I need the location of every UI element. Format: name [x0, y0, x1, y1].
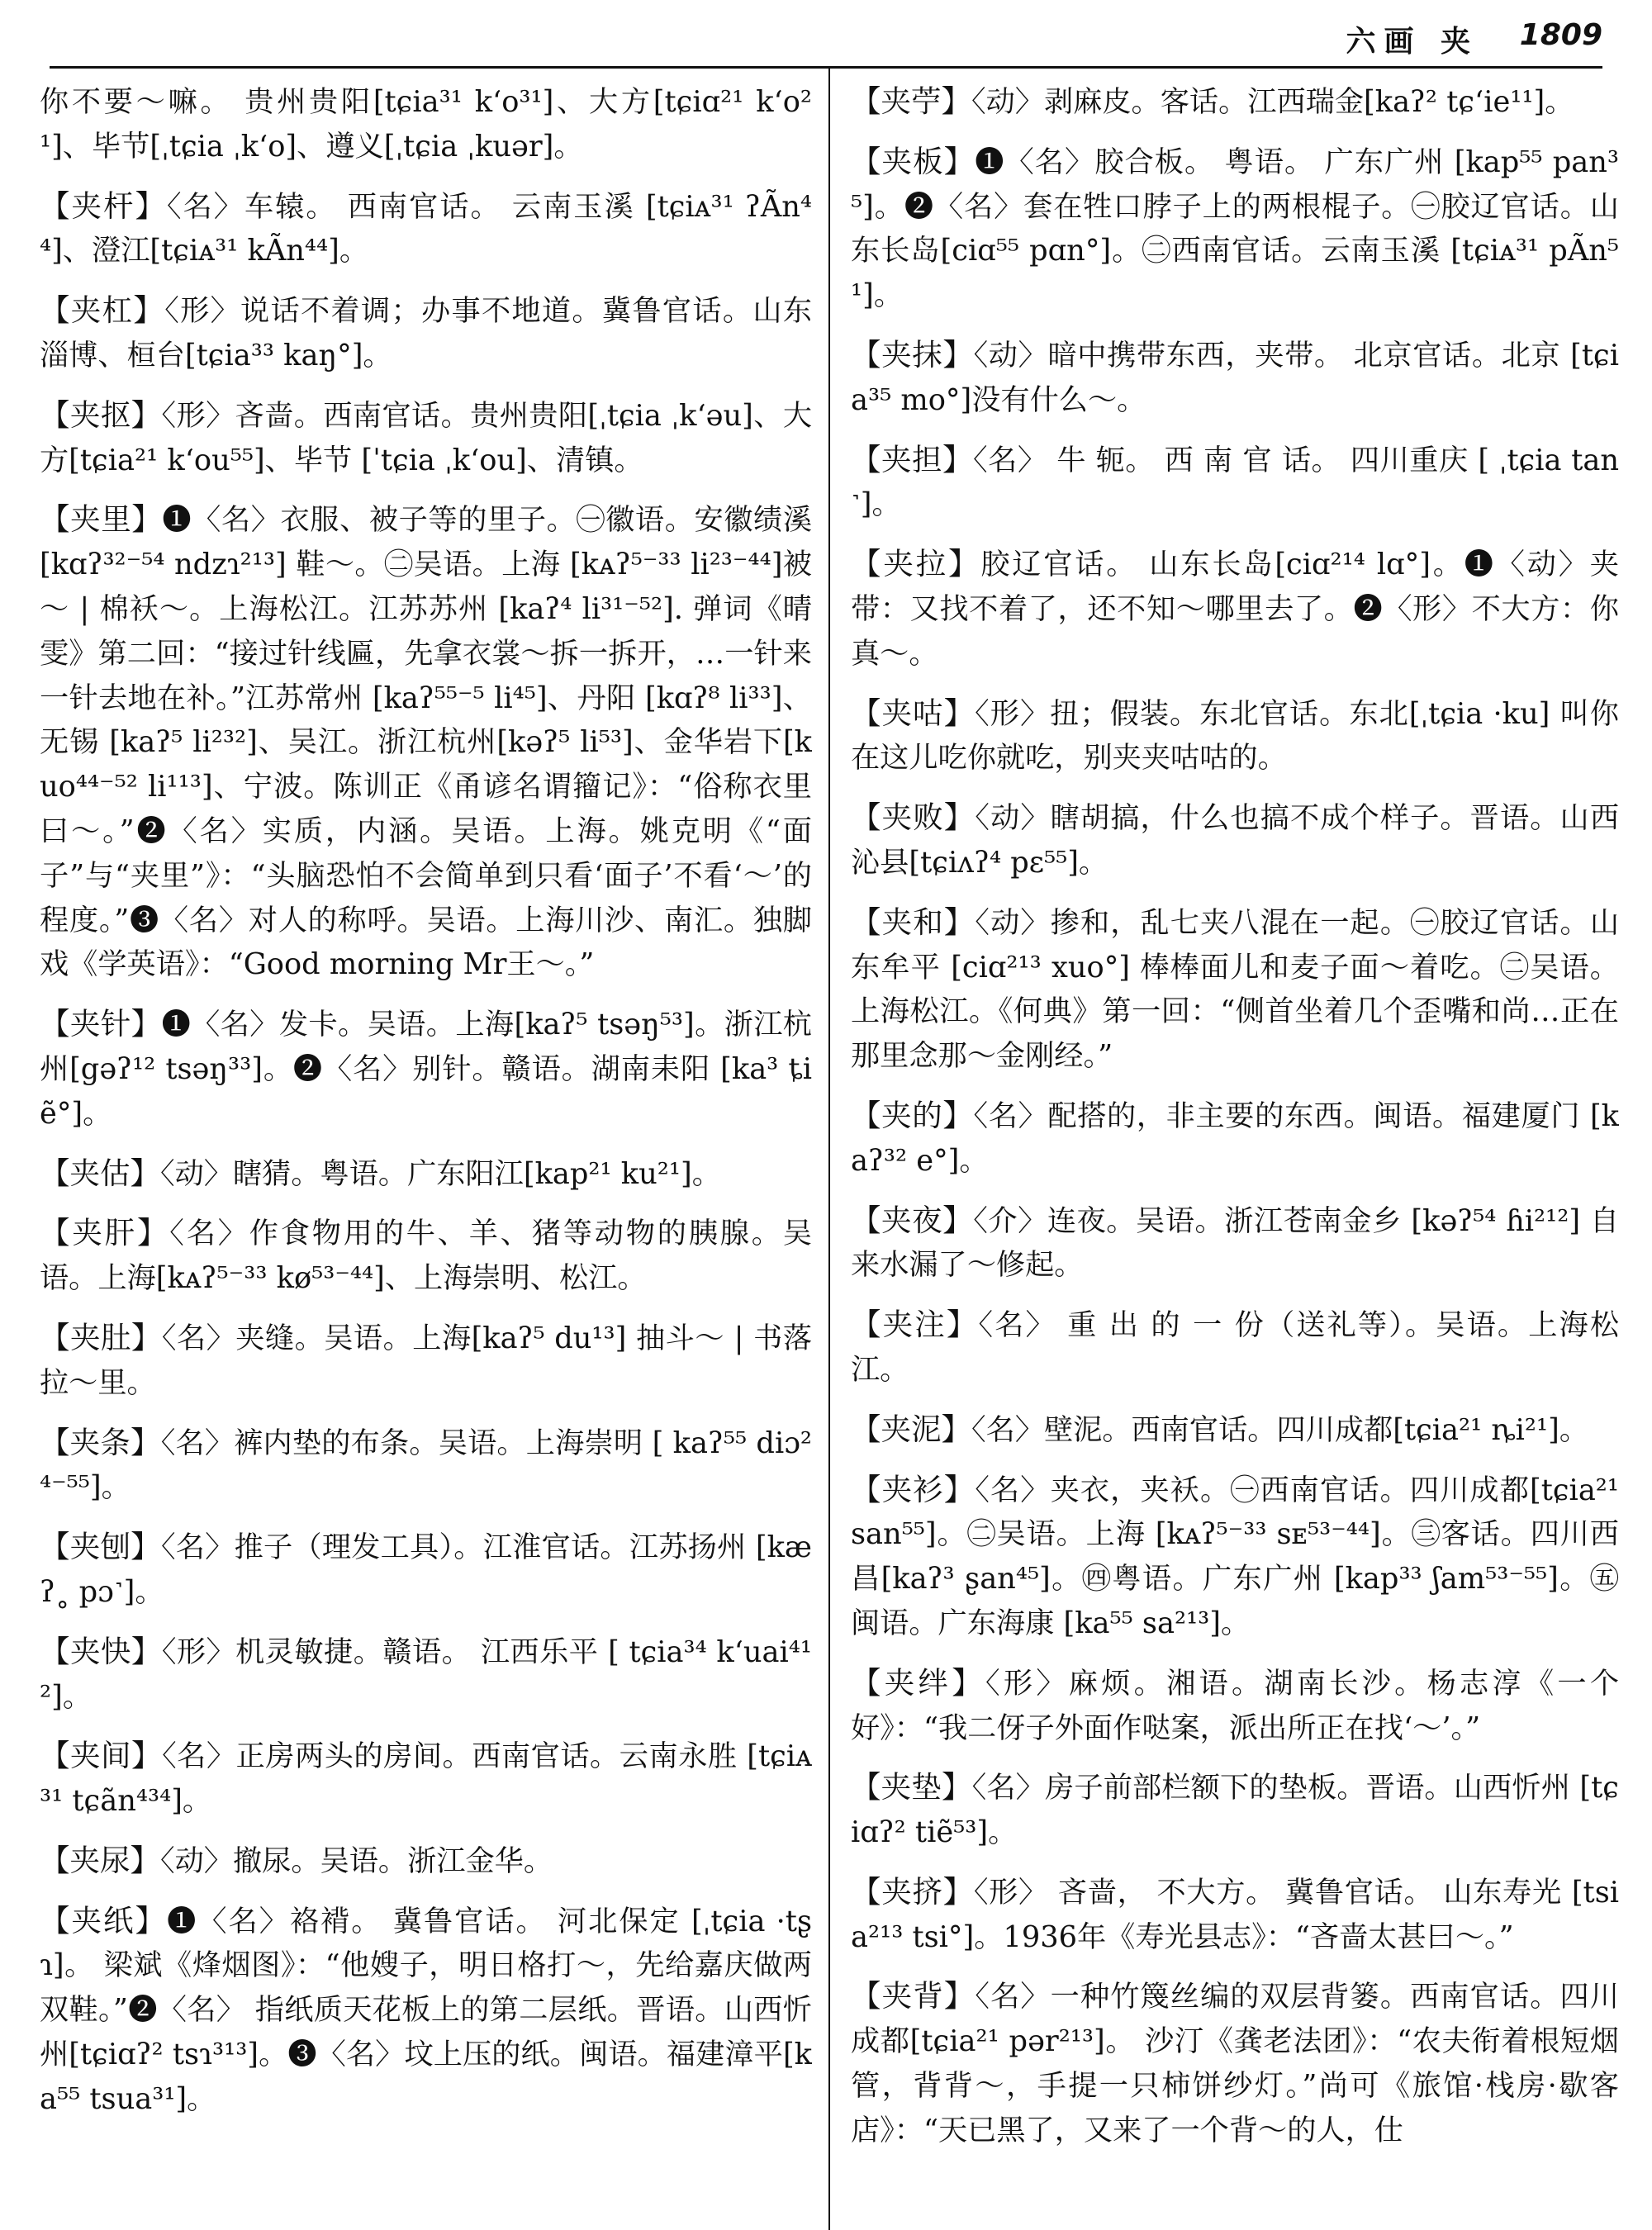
- entry-headword: 【夹绊】: [851, 1664, 986, 1701]
- header-rule: [50, 66, 1602, 69]
- dictionary-entry: [851, 1765, 1619, 1855]
- entry-headword: 【夹抠】: [40, 396, 162, 433]
- entry-headword: 【夹败】: [851, 799, 976, 836]
- entry-headword: 【夹苧】: [851, 83, 971, 119]
- dictionary-entry: [40, 184, 812, 274]
- entry-definition: 〈形〉扭；假装。东北官话。东北[ˌtɕia ·ku] 叫你在这儿吃你就吃，别夹夹咕咕的。: [851, 696, 1619, 776]
- dictionary-entry: [40, 1525, 812, 1615]
- dictionary-entry: [40, 1421, 812, 1511]
- entry-headword: 【夹刨】: [40, 1529, 161, 1565]
- entry-definition: 胶辽官话。 山东长岛[ciɑ²¹⁴ lɑ°]。❶〈动〉夹带：又找不着了，还不知～哪里去了。❷〈形〉不大方：你真～。: [851, 548, 1619, 671]
- entry-headword: 【夹杠】: [40, 292, 165, 329]
- entry-definition: 〈名〉裤内垫的布条。吴语。上海崇明 [ kaʔ⁵⁵ diɔ²⁴⁻⁵⁵]。: [40, 1426, 812, 1505]
- dictionary-entry: [851, 333, 1619, 423]
- entry-definition: 〈名〉 牛 轭。 西 南 官 话。 四川重庆 [ ˌtɕia tan˺]。: [851, 443, 1619, 522]
- entry-headword: 【夹拉】: [851, 546, 981, 582]
- page-number: 1809: [1519, 18, 1602, 52]
- entry-definition: 〈动〉瞎胡搞，什么也搞不成个样子。晋语。山西沁县[tɕiʌʔ⁴ pɛ⁵⁵]。: [851, 801, 1619, 880]
- entry-headword: 【夹抹】: [851, 336, 974, 372]
- entry-headword: 【夹和】: [851, 904, 976, 940]
- dictionary-entry: [40, 79, 812, 169]
- dictionary-entry: [851, 1468, 1619, 1646]
- entry-definition: 〈名〉壁泥。西南官话。四川成都[tɕia²¹ ȵi²¹]。: [971, 1412, 1589, 1447]
- dictionary-entry: [851, 691, 1619, 781]
- entry-definition: 〈名〉正房两头的房间。西南官话。云南永胜 [tɕiᴀ³¹ tɕãn⁴³⁴]。: [40, 1739, 812, 1819]
- entry-definition: 〈名〉作食物用的牛、羊、猪等动物的胰腺。吴语。上海[kᴀʔ⁵⁻³³ kø⁵³⁻⁴⁴]、上海崇明、松江。: [40, 1217, 812, 1296]
- entry-headword: 【夹衫】: [851, 1471, 976, 1507]
- entry-headword: 【夹估】: [40, 1155, 160, 1191]
- entry-definition: 〈动〉瞎猜。粤语。广东阳江[kap²¹ ku²¹]。: [160, 1156, 721, 1191]
- dictionary-entry: [40, 1211, 812, 1301]
- entry-headword: 【夹纸】: [40, 1902, 168, 1938]
- dictionary-entry: [851, 1870, 1619, 1960]
- entry-definition: 〈形〉麻烦。湘语。湖南长沙。杨志淳《一个好》：“我二伢子外面作哒案，派出所正在找‘～’。”: [851, 1666, 1619, 1745]
- entry-definition: 〈形〉说话不着调；办事不地道。冀鲁官话。山东淄博、桓台[tɕia³³ kaŋ°]。: [40, 294, 812, 372]
- entry-headword: 【夹间】: [40, 1738, 163, 1774]
- entry-headword: 【夹垫】: [851, 1769, 972, 1805]
- dictionary-entry: [851, 542, 1619, 676]
- dictionary-entry: [40, 393, 812, 483]
- entry-definition: 〈形〉机灵敏捷。赣语。 江西乐平 [ tɕia³⁴ k‘uai⁴¹²]。: [40, 1635, 812, 1714]
- entry-headword: 【夹条】: [40, 1424, 161, 1460]
- dictionary-entry: [40, 497, 812, 987]
- entry-definition: 〈形〉吝啬。西南官话。贵州贵阳[ˌtɕia ˌk‘əu]、大方[tɕia²¹ k‘ou⁵⁵]、毕节 [ˈtɕia ˌk‘ou]、清镇。: [40, 398, 812, 477]
- entry-headword: 【夹担】: [851, 441, 974, 477]
- right-column: [851, 79, 1619, 2227]
- entry-headword: 【夹肝】: [40, 1215, 170, 1251]
- dictionary-entry: [40, 1839, 812, 1884]
- entry-definition: 〈名〉配搭的，非主要的东西。闽语。福建厦门 [kaʔ³² e°]。: [851, 1098, 1619, 1178]
- entry-definition: 〈动〉暗中携带东西，夹带。 北京官话。北京 [tɕia³⁵ mo°]没有什么～。: [851, 338, 1619, 417]
- entry-headword: 【夹里】: [40, 501, 163, 538]
- dictionary-entry: [851, 1198, 1619, 1288]
- entry-headword: 【夹夜】: [851, 1202, 974, 1238]
- entry-headword: 【夹注】: [851, 1307, 979, 1343]
- entry-definition: 〈形〉 吝啬， 不大方。 冀鲁官话。 山东寿光 [tsia²¹³ tsi°]。1936年《寿光县志》：“吝啬太甚曰～。”: [851, 1875, 1619, 1954]
- entry-headword: 【夹杆】: [40, 187, 168, 224]
- entry-headword: 【夹肚】: [40, 1319, 162, 1355]
- dictionary-entry: [40, 1316, 812, 1406]
- dictionary-entry: [40, 1002, 812, 1136]
- column-divider: [828, 68, 830, 2230]
- entry-definition: 〈名〉推子（理发工具）。江淮官话。江苏扬州 [kæʔ˳ pɔ˺]。: [40, 1530, 812, 1609]
- dictionary-entry: [40, 1151, 812, 1197]
- entry-definition: 〈名〉夹衣，夹袄。㊀西南官话。四川成都[tɕia²¹ san⁵⁵]。㊁吴语。上海 [kᴀʔ⁵⁻³³ sᴇ⁵³⁻⁴⁴]。㊂客话。四川西昌[kaʔ³ ʂan⁴⁵]。㊃粤语。广东广州 [kap³³ ʃam⁵³⁻⁵⁵]。㊄闽语。广东海康 [ka⁵⁵ sa²¹³]。: [851, 1473, 1619, 1640]
- dictionary-entry: [40, 1734, 812, 1824]
- dictionary-entry: [851, 438, 1619, 528]
- entry-headword: 【夹快】: [40, 1633, 162, 1669]
- entry-definition: 〈动〉剥麻皮。客话。江西瑞金[kaʔ² tɕ‘ie¹¹]。: [971, 85, 1574, 119]
- entry-headword: 【夹咕】: [851, 695, 976, 731]
- entry-definition: 你不要～嘛。 贵州贵阳[tɕia³¹ k‘o³¹]、大方[tɕiɑ²¹ k‘o²¹]、毕节[ˌtɕia ˌk‘o]、遵义[ˌtɕia ˌkuər]。: [40, 85, 812, 164]
- entry-headword: 【夹泥】: [851, 1411, 971, 1447]
- entry-headword: 【夹背】: [851, 1978, 976, 2014]
- entry-headword: 【夹板】: [851, 143, 976, 179]
- entry-headword: 【夹的】: [851, 1097, 974, 1133]
- dictionary-entry: [40, 1899, 812, 2122]
- dictionary-entry: [851, 140, 1619, 318]
- entry-definition: 〈介〉连夜。吴语。浙江苍南金乡 [kəʔ⁵⁴ ɦi²¹²] 自来水漏了～修起。: [851, 1203, 1619, 1283]
- entry-definition: 〈动〉撤尿。吴语。浙江金华。: [160, 1843, 553, 1878]
- dictionary-entry: [851, 795, 1619, 885]
- dictionary-entry: [851, 1302, 1619, 1393]
- page-header: [50, 15, 1602, 59]
- dictionary-entry: [40, 288, 812, 378]
- dictionary-entry: [40, 1630, 812, 1720]
- dictionary-entry: [851, 900, 1619, 1079]
- entry-definition: 〈名〉一种竹篾丝编的双层背篓。西南官话。四川成都[tɕia²¹ pər²¹³]。 沙汀《龚老法团》：“农夫衔着根短烟管，背背～，手提一只柿饼纱灯。”尚可《旅馆·栈房·歇客店》：“天已黑了，又来了一个背～的人，仕: [851, 1980, 1619, 2147]
- entry-definition: ❶〈名〉袼褙。 冀鲁官话。 河北保定 [ˌtɕia ·tʂɿ]。 梁斌《烽烟图》：“他嫂子，明日格打～，先给嘉庆做两双鞋。”❷〈名〉 指纸质天花板上的第二层纸。晋语。山西忻州[tɕiɑʔ² tsɿ³¹³]。❸〈名〉坟上压的纸。闽语。福建漳平[ka⁵⁵ tsua³¹]。: [40, 1904, 812, 2116]
- left-column: [40, 79, 812, 2227]
- entry-definition: 〈名〉夹缝。吴语。上海[kaʔ⁵ du¹³] 抽斗～ | 书落拉～里。: [40, 1321, 812, 1400]
- dictionary-entry: [851, 1407, 1619, 1453]
- dictionary-entry: [851, 1661, 1619, 1751]
- entry-definition: 〈动〉掺和，乱七夹八混在一起。㊀胶辽官话。山东牟平 [ciɑ²¹³ xuo°] 棒棒面儿和麦子面～着吃。㊁吴语。上海松江。《何典》第一回：“侧首坐着几个歪嘴和尚…正在那里念那～金刚经。”: [851, 905, 1619, 1074]
- dictionary-entry: [851, 1974, 1619, 2152]
- entry-definition: ❶〈名〉发卡。吴语。上海[kaʔ⁵ tsəŋ⁵³]。浙江杭州[gəʔ¹² tsəŋ³³]。❷〈名〉别针。赣语。湖南耒阳 [ka³ ȶiẽ°]。: [40, 1008, 812, 1131]
- entry-definition: ❶〈名〉胶合板。 粤语。 广东广州 [kap⁵⁵ pan³⁵]。❷〈名〉套在牲口脖子上的两根棍子。㊀胶辽官话。山东长岛[ciɑ⁵⁵ pɑn°]。㊁西南官话。云南玉溪 [tɕiᴀ³¹ pÃn⁵¹]。: [851, 145, 1619, 313]
- dictionary-entry: [851, 1094, 1619, 1184]
- entry-headword: 【夹针】: [40, 1006, 162, 1042]
- dictionary-entry: [851, 79, 1619, 125]
- entry-definition: 〈名〉 重 出 的 一 份（送礼等）。吴语。上海松江。: [851, 1308, 1619, 1387]
- entry-headword: 【夹挤】: [851, 1873, 974, 1910]
- entry-definition: 〈名〉车辕。 西南官话。 云南玉溪 [tɕiᴀ³¹ ʔÃn⁴⁴]、澄江[tɕiᴀ³¹ kÃn⁴⁴]。: [40, 189, 812, 268]
- section-title: 六画 夹: [1346, 25, 1479, 59]
- entry-headword: 【夹尿】: [40, 1842, 160, 1878]
- entry-definition: ❶〈名〉衣服、被子等的里子。㊀徽语。安徽绩溪 [kɑʔ³²⁻⁵⁴ ndzɿ²¹³] 鞋～。㊁吴语。上海 [kᴀʔ⁵⁻³³ li²³⁻⁴⁴]被～ | 棉袄～。上海松江。江苏苏州 [kaʔ⁴ li³¹⁻⁵²]. 弹词《晴雯》第二回：“接过针线匾，先拿衣裳～拆一拆开，…一针来一针去地在补。”江苏常州 [kaʔ⁵⁵⁻⁵ li⁴⁵]、丹阳 [kɑʔ⁸ li³³]、无锡 [kaʔ⁵ li²³²]、吴江。浙江杭州[kəʔ⁵ li⁵³]、金华岩下[kuo⁴⁴⁻⁵² li¹¹³]、宁波。陈训正《甬谚名谓籀记》：“俗称衣里曰～。”❷〈名〉实质，内涵。吴语。上海。姚克明《“面子”与“夹里”》：“头脑恐怕不会简单到只看‘面子’不看‘～’的程度。”❸〈名〉对人的称呼。吴语。上海川沙、南汇。独脚戏《学英语》：“Good morning Mr王～。”: [40, 503, 812, 982]
- entry-definition: 〈名〉房子前部栏额下的垫板。晋语。山西忻州 [tɕiɑʔ² tiẽ⁵³]。: [851, 1771, 1619, 1850]
